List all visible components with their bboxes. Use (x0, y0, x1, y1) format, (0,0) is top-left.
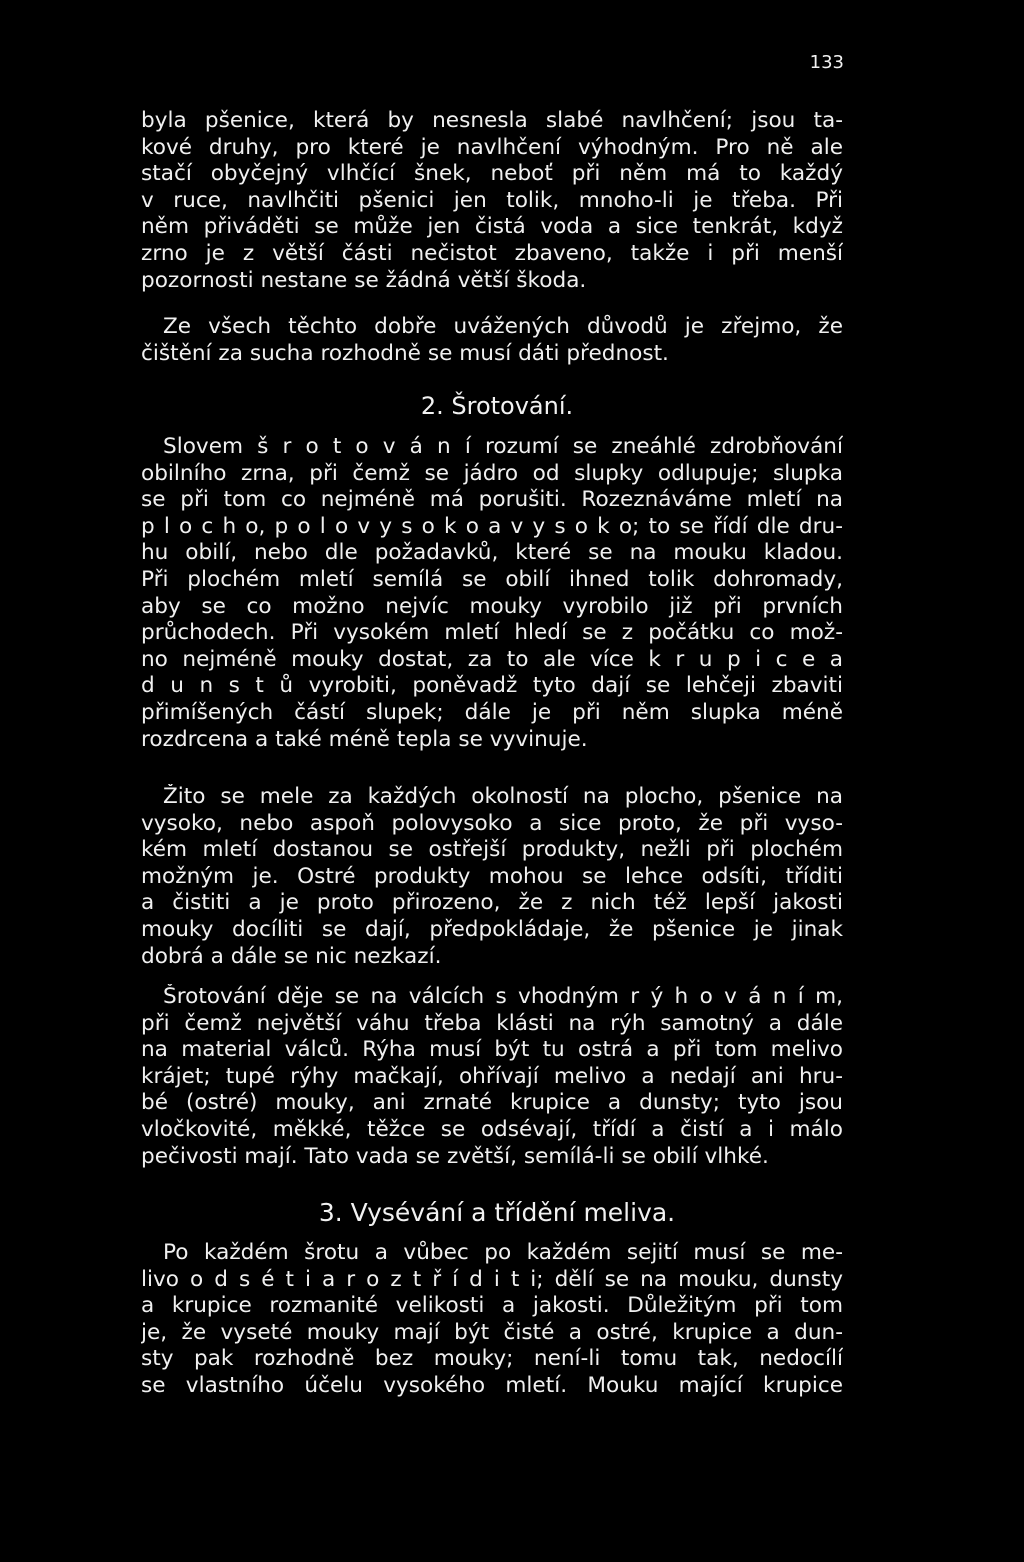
paragraph-2 (141, 314, 843, 367)
text-line: čištění za sucha rozhodně se musí dáti přednost. (141, 340, 669, 366)
text-line: přimíšených částí slupek; dále je při něm slupka méně (141, 699, 843, 725)
text-line: mouky docíliti se dají, předpokládaje, že pšenice je jinak (141, 916, 843, 942)
text-line: Ze všech těchto dobře uvážených důvodů je zřejmo, že (163, 314, 843, 339)
text-line: Slovem š r o t o v á n í rozumí se zneáhlé zdrobňování (163, 434, 843, 459)
text-line: Šrotování děje se na válcích s vhodným r ý h o v á n í m, (163, 984, 843, 1009)
text-line: se při tom co nejméně má porušiti. Rozeznáváme mletí na (141, 487, 843, 513)
text-line: byla pšenice, která by nesnesla slabé navlhčení; jsou ta- (141, 108, 843, 133)
text-line: rozdrcena a také méně tepla se vyvinuje. (141, 726, 588, 752)
text-line: v ruce, navlhčiti pšenici jen tolik, mnoho-li je třeba. Při (141, 187, 843, 213)
text-line: no nejméně mouky dostat, za to ale více k r u p i c e a (141, 646, 843, 672)
text-line: dobrá a dále se nic nezkazí. (141, 943, 442, 969)
text-line: se vlastního účelu vysokého mletí. Mouku mající krupice (141, 1372, 843, 1398)
text-line: bé (ostré) mouky, ani zrnaté krupice a dunsty; tyto jsou (141, 1090, 843, 1116)
text-line: livo o d s é t i a r o z t ř í d i t i; dělí se na mouku, dunsty (141, 1266, 843, 1292)
paragraph-3 (141, 434, 843, 753)
text-line: sty pak rozhodně bez mouky; není-li tomu tak, nedocílí (141, 1346, 843, 1372)
text-line: při čemž největší váhu třeba klásti na rýh samotný a dále (141, 1010, 843, 1036)
text-line: na material válců. Rýha musí být tu ostrá a při tom melivo (141, 1037, 843, 1063)
paragraph-6 (141, 1240, 843, 1400)
text-line: krájet; tupé rýhy mačkají, ohřívají melivo a nedají ani hru- (141, 1063, 843, 1089)
text-line: kové druhy, pro které je navlhčení výhodným. Pro ně ale (141, 134, 843, 160)
text-line: obilního zrna, při čemž se jádro od slupky odlupuje; slupka (141, 460, 843, 486)
section-heading-3: 3. Vysévání a třídění meliva. (318, 1198, 676, 1227)
text-line: Žito se mele za každých okolností na plocho, pšenice na (163, 784, 843, 809)
text-line: a čistiti a je proto přirozeno, že z nich též lepší jakosti (141, 890, 843, 916)
text-line: hu obilí, nebo dle požadavků, které se na mouku kladou. (141, 540, 843, 566)
text-line: p l o c h o, p o l o v y s o k o a v y s o k o; to se řídí dle dru- (141, 513, 843, 539)
text-line: Po každém šrotu a vůbec po každém sejití musí se me- (163, 1240, 843, 1265)
text-line: a krupice rozmanité velikosti a jakosti. Důležitým při tom (141, 1293, 843, 1319)
text-line: stačí obyčejný vlhčící šnek, neboť při něm má to každý (141, 161, 843, 187)
text-line: kém mletí dostanou se ostřejší produkty, nežli při plochém (141, 837, 843, 863)
text-line: aby se co možno nejvíc mouky vyrobilo již při prvních (141, 593, 843, 619)
text-line: vysoko, nebo aspoň polovysoko a sice proto, že při vyso- (141, 810, 843, 836)
text-line: vločkovité, měkké, těžce se odsévají, třídí a čistí a i málo (141, 1116, 843, 1142)
text-line: průchodech. Při vysokém mletí hledí se z počátku co mož- (141, 620, 843, 646)
text-line: je, že vyseté mouky mají být čisté a ostré, krupice a dun- (141, 1319, 843, 1345)
paragraph-1 (141, 108, 843, 294)
paragraph-5 (141, 984, 843, 1170)
text-line: zrno je z větší části nečistot zbaveno, takže i při menší (141, 240, 843, 266)
text-line: něm přiváděti se může jen čistá voda a sice tenkrát, když (141, 214, 843, 240)
text-line: pečivosti mají. Tato vada se zvětší, semílá-li se obilí vlhké. (141, 1143, 769, 1169)
text-line: možným je. Ostré produkty mohou se lehce odsíti, tříditi (141, 863, 843, 889)
page-number: 133 (809, 52, 844, 73)
text-line: pozornosti nestane se žádná větší škoda. (141, 267, 587, 293)
section-heading-2: 2. Šrotování. (420, 392, 574, 420)
paragraph-4 (141, 784, 843, 970)
text-line: Při plochém mletí semílá se obilí ihned tolik dohromady, (141, 566, 843, 592)
text-line: d u n s t ů vyrobiti, poněvadž tyto dají se lehčeji zbaviti (141, 673, 843, 699)
